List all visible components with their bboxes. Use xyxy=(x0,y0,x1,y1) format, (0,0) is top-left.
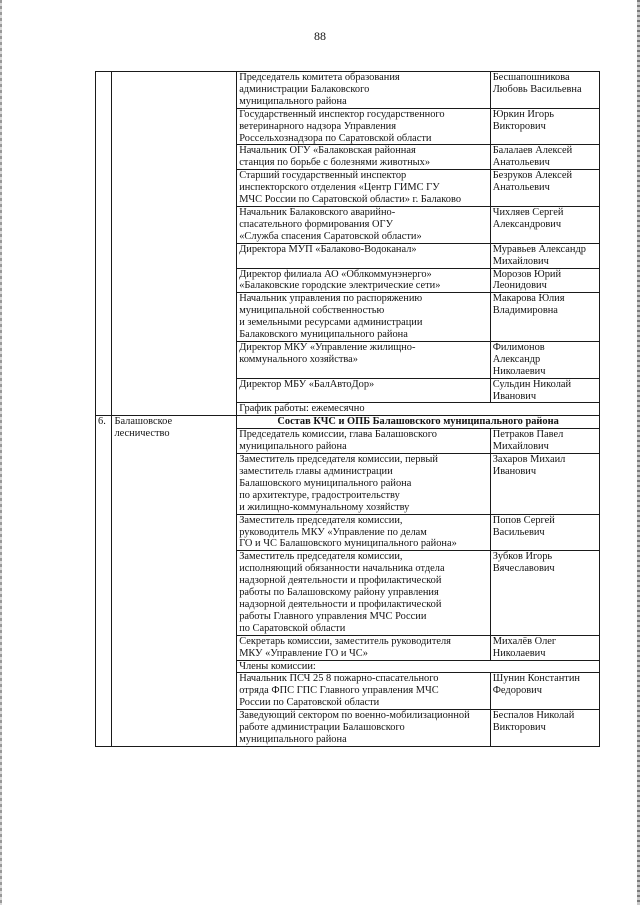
position-cell: Заведующий сектором по военно-мобилизационной работе администрации Балашовского муниципального района xyxy=(237,710,491,747)
person-cell: Филимонов Александр Николаевич xyxy=(490,341,599,378)
person-cell: Захаров Михаил Иванович xyxy=(490,454,599,515)
person-cell: Чихляев Сергей Александрович xyxy=(490,206,599,243)
person-cell: Юркин Игорь Викторович xyxy=(490,108,599,145)
section-heading-row xyxy=(96,416,600,429)
position-cell: Секретарь комиссии, заместитель руководителя МКУ «Управление ГО и ЧС» xyxy=(237,635,491,660)
position-cell: Директор филиала АО «Облкоммунэнерго» «Балаковские городские электрические сети» xyxy=(237,268,491,293)
person-cell: Михалёв Олег Николаевич xyxy=(490,635,599,660)
organization-name: Балашовское лесничество xyxy=(112,416,237,746)
position-cell: Начальник управления по распоряжению муниципальной собственностью и земельными ресурсами администрации Балаковского муниципального района xyxy=(237,293,491,342)
position-cell: Начальник Балаковского аварийно- спасательного формирования ОГУ «Служба спасения Саратовской области» xyxy=(237,206,491,243)
members-label: Члены комиссии: xyxy=(237,660,600,673)
person-cell: Балалаев Алексей Анатольевич xyxy=(490,145,599,170)
person-cell: Бесшапошникова Любовь Васильевна xyxy=(490,72,599,109)
position-cell: Председатель комиссии, глава Балашовского муниципального района xyxy=(237,429,491,454)
position-cell: Начальник ОГУ «Балаковская районная станция по борьбе с болезнями животных» xyxy=(237,145,491,170)
scan-edge-left xyxy=(0,0,2,905)
position-cell: Государственный инспектор государственного ветеринарного надзора Управления Россельхознадзора по Саратовской области xyxy=(237,108,491,145)
position-cell: Директор МКУ «Управление жилищно- коммунального хозяйства» xyxy=(237,341,491,378)
schedule-text: График работы: ежемесячно xyxy=(237,403,600,416)
position-cell: Заместитель председателя комиссии, первый заместитель главы администрации Балашовского муниципального района по архитектуре, градостроительству и жилищно-коммунальному хозяйству xyxy=(237,454,491,515)
organization-cell-empty xyxy=(112,72,237,416)
position-cell: Заместитель председателя комиссии, руководитель МКУ «Управление по делам ГО и ЧС Балашовского муниципального района» xyxy=(237,514,491,551)
commission-table xyxy=(95,71,600,747)
table-row xyxy=(96,72,600,109)
section-number: 6. xyxy=(96,416,112,746)
person-cell: Петраков Павел Михайлович xyxy=(490,429,599,454)
position-cell: Заместитель председателя комиссии, исполняющий обязанности начальника отдела надзорной деятельности и профилактической работы по Балашовскому району управления надзорной деятельности и профилактической работы Главного управления МЧС России по Саратовской области xyxy=(237,551,491,635)
person-cell: Зубков Игорь Вячеславович xyxy=(490,551,599,635)
position-cell: Начальник ПСЧ 25 8 пожарно-спасательного отряда ФПС ГПС Главного управления МЧС России по Саратовской области xyxy=(237,673,491,710)
person-cell: Попов Сергей Васильевич xyxy=(490,514,599,551)
person-cell: Безруков Алексей Анатольевич xyxy=(490,170,599,207)
position-cell: Старший государственный инспектор инспекторского отделения «Центр ГИМС ГУ МЧС России по Саратовской области» г. Балаково xyxy=(237,170,491,207)
number-cell-empty xyxy=(96,72,112,416)
page-number: 88 xyxy=(314,29,326,43)
person-cell: Сульдин Николай Иванович xyxy=(490,378,599,403)
person-cell: Муравьев Александр Михайлович xyxy=(490,243,599,268)
position-cell: Председатель комитета образования администрации Балаковского муниципального района xyxy=(237,72,491,109)
section-heading: Состав КЧС и ОПБ Балашовского муниципального района xyxy=(237,416,600,429)
person-cell: Беспалов Николай Викторович xyxy=(490,710,599,747)
person-cell: Шунин Константин Федорович xyxy=(490,673,599,710)
position-cell: Директор МБУ «БалАвтоДор» xyxy=(237,378,491,403)
person-cell: Морозов Юрий Леонидович xyxy=(490,268,599,293)
person-cell: Макарова Юлия Владимировна xyxy=(490,293,599,342)
position-cell: Директора МУП «Балаково-Водоканал» xyxy=(237,243,491,268)
